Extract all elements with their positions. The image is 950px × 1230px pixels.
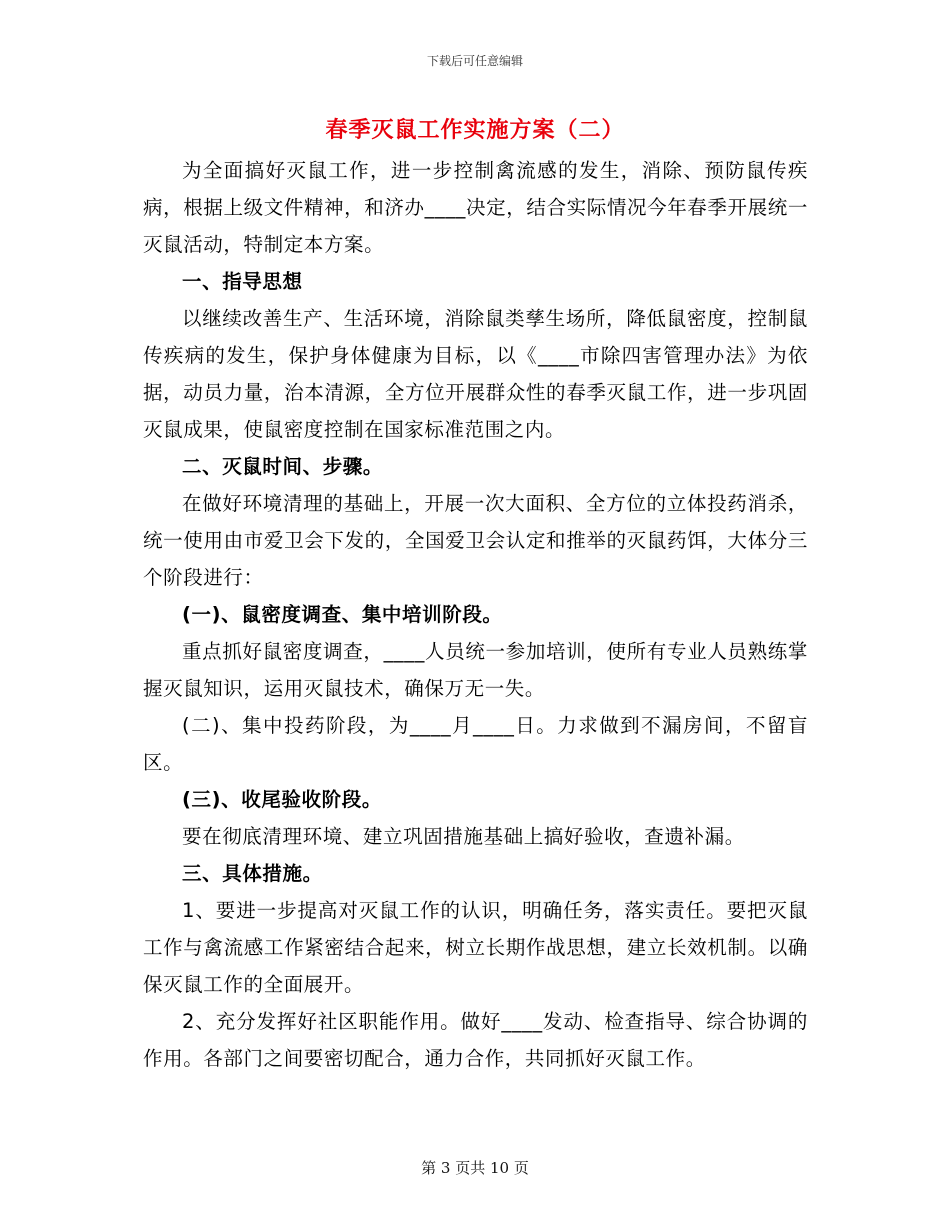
paragraph-steps: 在做好环境清理的基础上，开展一次大面积、全方位的立体投药消杀，统一使用由市爱卫会下发的，全国爱卫会认定和推举的灭鼠药饵，大体分三个阶段进行：	[143, 492, 808, 589]
paragraph-guiding-thought: 以继续改善生产、生活环境，消除鼠类孳生场所，降低鼠密度，控制鼠传疾病的发生，保护身体健康为目标，以《____市除四害管理办法》为依据，动员力量，治本清源，全方位开展群众性的春季灭鼠工作，进一步巩固灭鼠成果，使鼠密度控制在国家标准范围之内。	[143, 307, 808, 441]
subsection-heading-1: (一)、鼠密度调查、集中培训阶段。	[182, 603, 503, 626]
page-footer: 第 3 页共 10 页	[421, 1159, 529, 1177]
paragraph-intro: 为全面搞好灭鼠工作，进一步控制禽流感的发生，消除、预防鼠传疾病，根据上级文件精神，和济办____决定，结合实际情况今年春季开展统一灭鼠活动，特制定本方案。	[143, 159, 808, 256]
section-heading-3: 三、具体措施。	[182, 862, 323, 885]
paragraph-baiting: (二)、集中投药阶段，为____月____日。力求做到不漏房间，不留盲区。	[143, 714, 808, 774]
document-title: 春季灭鼠工作实施方案（二）	[325, 117, 625, 143]
paragraph-survey: 重点抓好鼠密度调查，____人员统一参加培训，使所有专业人员熟练掌握灭鼠知识，运用灭鼠技术，确保万无一失。	[143, 640, 808, 700]
paragraph-measure-1: 1、要进一步提高对灭鼠工作的认识，明确任务，落实责任。要把灭鼠工作与禽流感工作紧密结合起来，树立长期作战思想，建立长效机制。以确保灭鼠工作的全面展开。	[143, 899, 808, 996]
subsection-heading-3: (三)、收尾验收阶段。	[182, 788, 382, 811]
header-note: 下载后可任意编辑	[426, 54, 523, 68]
paragraph-acceptance: 要在彻底清理环境、建立巩固措施基础上搞好验收，查遗补漏。	[182, 825, 745, 848]
document-body	[143, 152, 808, 1077]
section-heading-2: 二、灭鼠时间、步骤。	[182, 455, 384, 478]
paragraph-measure-2: 2、充分发挥好社区职能作用。做好____发动、检查指导、综合协调的作用。各部门之间要密切配合，通力合作，共同抓好灭鼠工作。	[143, 1010, 808, 1070]
section-heading-1: 一、指导思想	[182, 270, 303, 293]
